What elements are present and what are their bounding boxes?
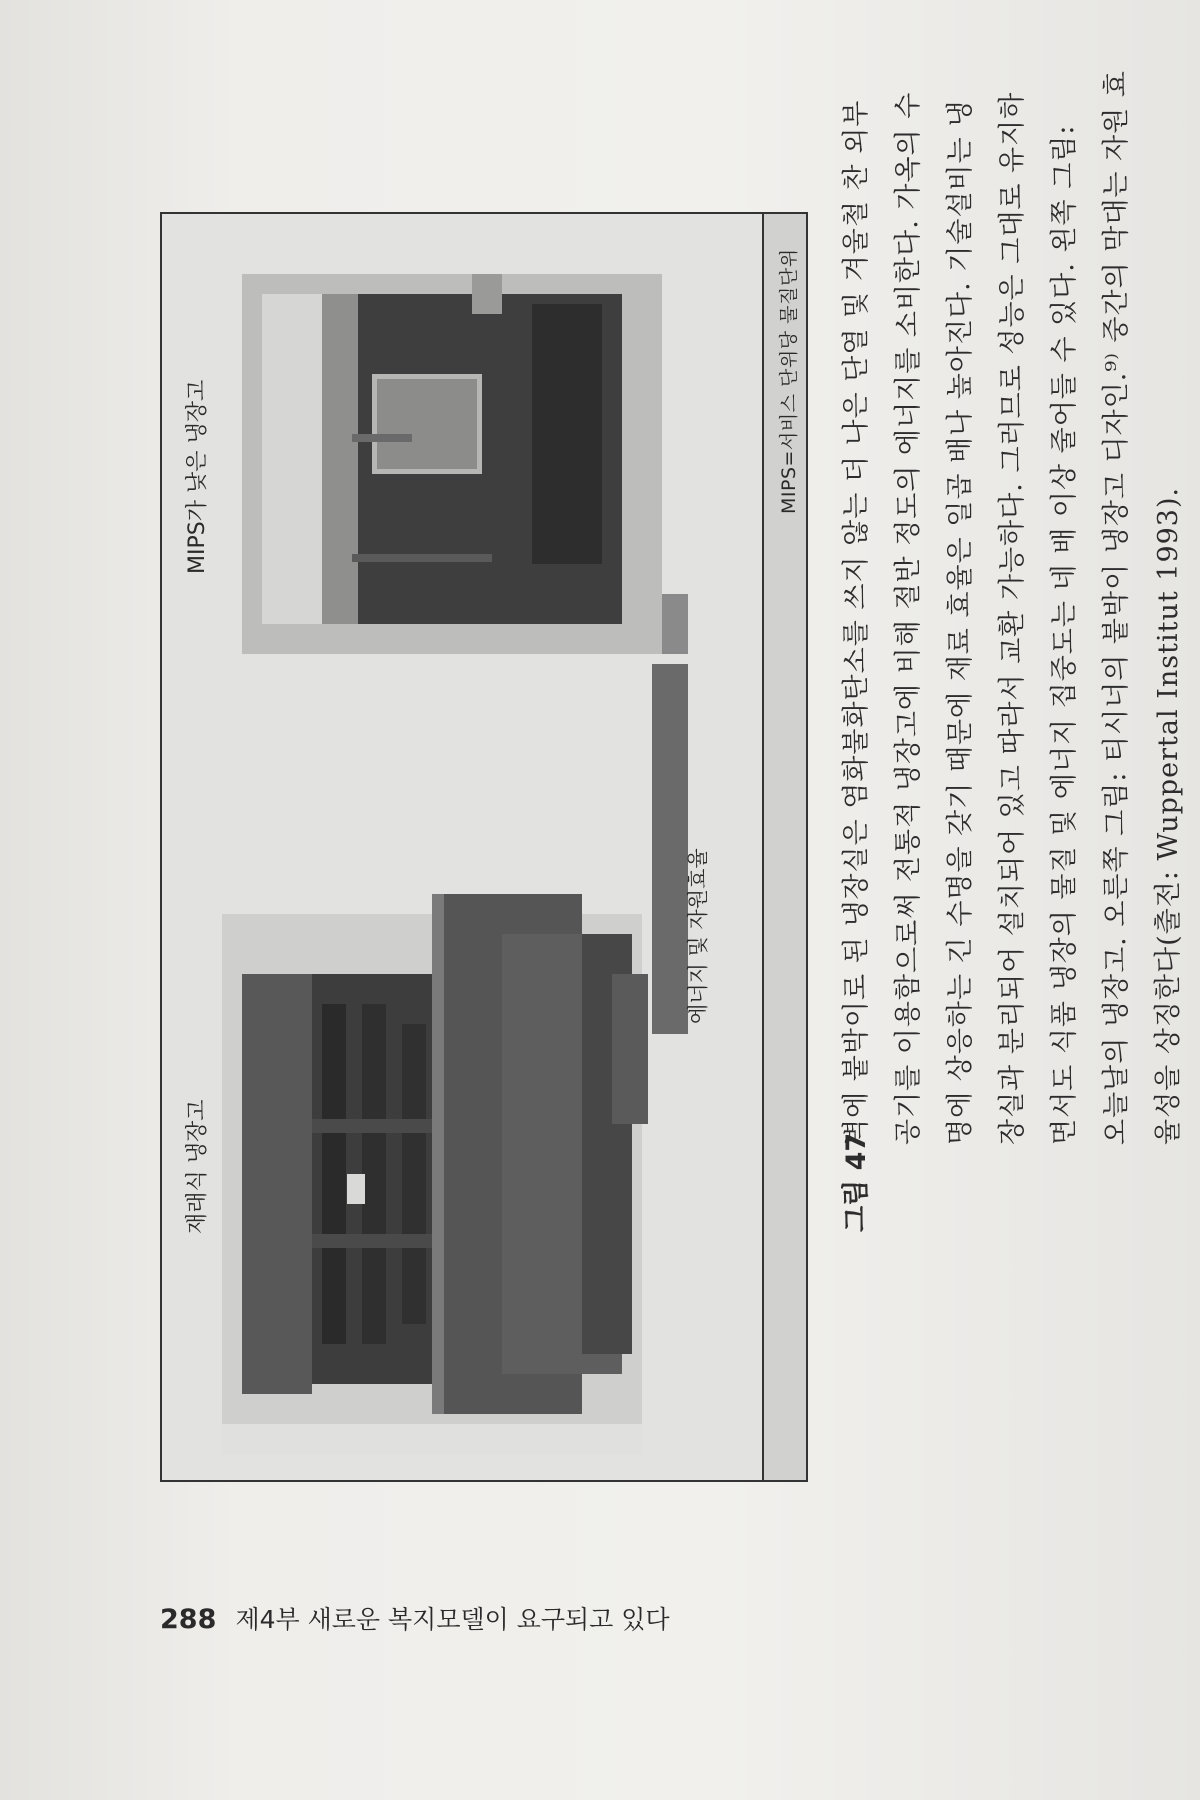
label-low-mips-fridge: MIPS가 낮은 냉장고 <box>185 379 210 574</box>
caption-line-7: 율성을 상징한다(출전: Wuppertal Institut 1993). <box>1153 486 1184 1145</box>
caption-line-6: 오늘날의 냉장고. 오른쪽 그림: 티시너의 붙박이 냉장고 디자인.⁹⁾ 중간의 막대는 자원 효 <box>1101 70 1132 1145</box>
page-footer <box>160 1600 670 1636</box>
label-efficiency-axis: 에너지 및 자원효율 <box>686 848 710 1024</box>
label-mips-definition: MIPS=서비스 단위당 물질단위 <box>778 248 800 514</box>
conventional-fridge-image <box>202 874 642 1464</box>
figure-caption-strip <box>762 214 806 1480</box>
caption-line-4: 장실과 분리되어 설치되어 있고 따라서 교환 가능하다. 그러므로 성능은 그대로 유지하 <box>997 91 1028 1145</box>
label-conventional-fridge: 재래식 냉장고 <box>185 1099 210 1234</box>
caption-line-1: 벽에 붙박이로 된 냉장실은 염화불화탄소를 쓰지 않는 더 나은 단열 및 겨울철 찬 외부 <box>841 99 872 1145</box>
figure-label: 그림 47 <box>841 1132 872 1232</box>
caption-line-3: 명에 상응하는 긴 수명을 갖기 때문에 재료 효율은 일곱 배나 높아진다. 기술설비는 냉 <box>945 99 976 1145</box>
running-title: 제4부 새로운 복지모델이 요구되고 있다 <box>235 1605 670 1634</box>
caption-line-2: 공기를 이용함으로써 전통적 냉장고에 비해 절반 정도의 에너지를 소비한다. 가옥의 수 <box>893 91 924 1145</box>
caption-line-5: 면서도 식품 냉장의 물질 및 에너지 집중도는 네 배 이상 줄어들 수 있다. 왼쪽 그림: <box>1049 124 1080 1145</box>
low-mips-fridge-image <box>202 254 682 694</box>
figure-47 <box>160 212 808 1482</box>
efficiency-bar-small <box>612 974 648 1124</box>
page-number: 288 <box>160 1604 217 1635</box>
